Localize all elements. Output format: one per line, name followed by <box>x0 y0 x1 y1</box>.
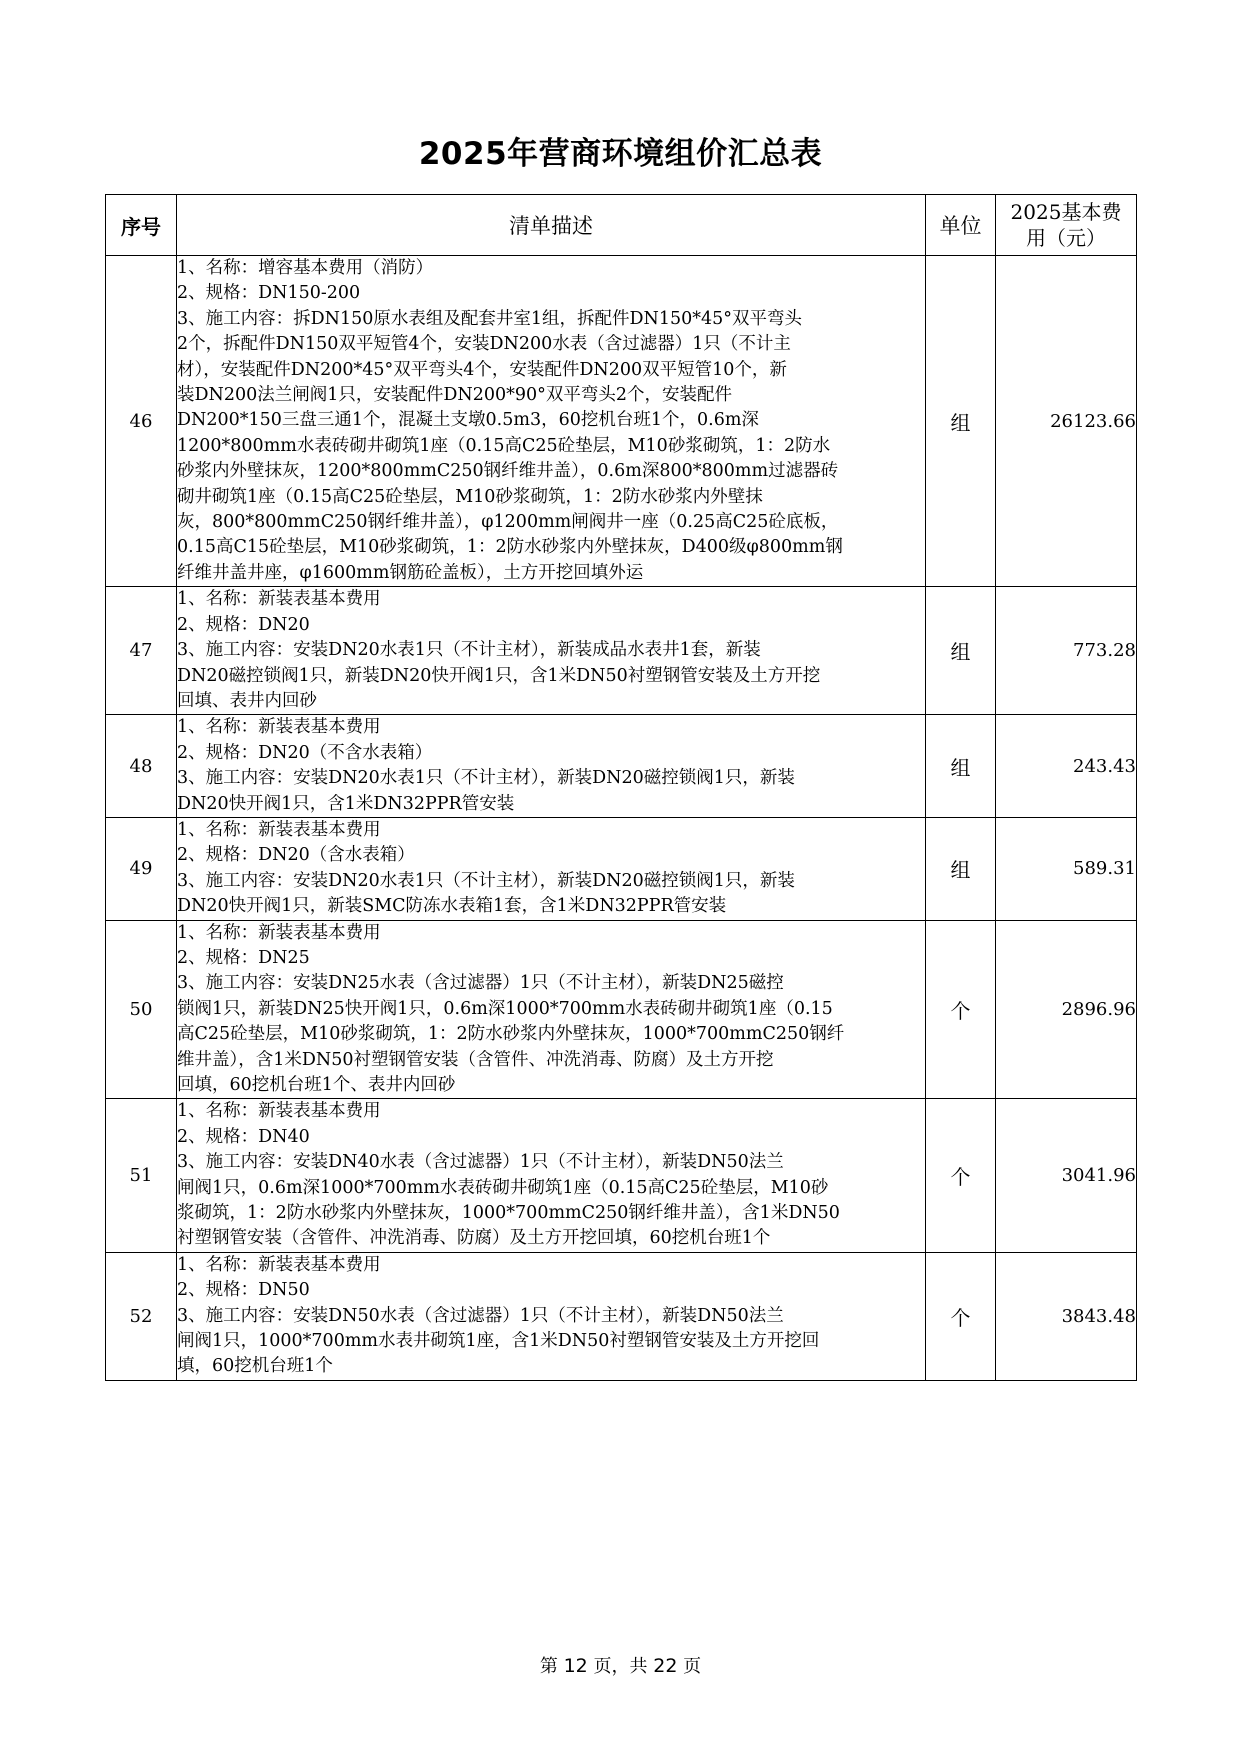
description-line: 1、名称：增容基本费用（消防） <box>177 258 434 278</box>
footer-total-pages: 22 <box>653 1655 678 1677</box>
description-line: 3、施工内容：安装DN20水表1只（不计主材），新装DN20磁控锁阀1只，新装 <box>177 768 795 789</box>
description-line: 1、名称：新装表基本费用 <box>177 1254 381 1275</box>
description-line: DN20快开阀1只，含1米DN32PPR管安装 <box>177 793 515 814</box>
row-unit: 组 <box>926 817 996 920</box>
description-line: 高C25砼垫层，M10砂浆砌筑，1：2防水砂浆内外壁抹灰，1000*700mmC250钢纤 <box>177 1024 845 1045</box>
description-line: 3、施工内容：安装DN20水表1只（不计主材），新装DN20磁控锁阀1只，新装 <box>177 870 795 891</box>
row-description <box>177 920 926 1099</box>
row-unit: 个 <box>926 1099 996 1252</box>
row-description <box>177 817 926 920</box>
description-line: 回填，60挖机台班1个、表井内回砂 <box>177 1075 456 1095</box>
description-line: 3、施工内容：拆DN150原水表组及配套井室1组，拆配件DN150*45°双平弯头 <box>177 308 803 329</box>
description-line: 1、名称：新装表基本费用 <box>177 1101 381 1122</box>
header-fee-line1: 2025基本费 <box>1010 200 1122 224</box>
table-row <box>106 920 1137 1099</box>
row-description <box>177 256 926 587</box>
row-amount: 3041.96 <box>996 1099 1137 1252</box>
description-line: 3、施工内容：安装DN50水表（含过滤器）1只（不计主材），新装DN50法兰 <box>177 1305 784 1326</box>
row-amount: 243.43 <box>996 715 1137 818</box>
row-unit: 个 <box>926 920 996 1099</box>
table-row <box>106 817 1137 920</box>
table-row <box>106 256 1137 587</box>
description-line: 1、名称：新装表基本费用 <box>177 717 381 738</box>
page-footer <box>0 1652 1241 1678</box>
description-line: 纤维井盖井座，φ1600mm钢筋砼盖板），土方开挖回填外运 <box>177 562 644 583</box>
description-line: 填，60挖机台班1个 <box>177 1356 333 1377</box>
row-description <box>177 715 926 818</box>
description-line: 0.15高C15砼垫层，M10砂浆砌筑，1：2防水砂浆内外壁抹灰，D400级φ800mm钢 <box>177 537 843 558</box>
row-amount: 2896.96 <box>996 920 1137 1099</box>
table-row <box>106 1252 1137 1380</box>
footer-page-number: 12 <box>563 1655 588 1677</box>
header-unit: 单位 <box>926 195 996 256</box>
footer-suffix: 页 <box>683 1656 702 1677</box>
page-title: 2025年营商环境组价汇总表 <box>418 136 823 172</box>
row-seq: 48 <box>106 715 177 818</box>
header-description: 清单描述 <box>177 195 926 256</box>
description-line: 装DN200法兰闸阀1只，安装配件DN200*90°双平弯头2个，安装配件 <box>177 385 733 406</box>
description-line: 2、规格：DN150-200 <box>177 283 361 304</box>
row-amount: 589.31 <box>996 817 1137 920</box>
description-line: 砌井砌筑1座（0.15高C25砼垫层，M10砂浆砌筑，1：2防水砂浆内外壁抹 <box>177 486 763 507</box>
description-line: 材），安装配件DN200*45°双平弯头4个，安装配件DN200双平短管10个，新 <box>177 359 787 380</box>
description-line: 闸阀1只，1000*700mm水表井砌筑1座，含1米DN50衬塑钢管安装及土方开挖回 <box>177 1331 820 1352</box>
row-amount: 3843.48 <box>996 1252 1137 1380</box>
description-line: 闸阀1只，0.6m深1000*700mm水表砖砌井砌筑1座（0.15高C25砼垫层，M10砂 <box>177 1177 829 1198</box>
table-header-row <box>106 195 1137 256</box>
row-seq: 50 <box>106 920 177 1099</box>
description-line: DN20磁控锁阀1只，新装DN20快开阀1只，含1米DN50衬塑钢管安装及土方开挖 <box>177 665 821 686</box>
row-unit: 组 <box>926 587 996 715</box>
row-seq: 51 <box>106 1099 177 1252</box>
description-line: 灰，800*800mmC250钢纤维井盖），φ1200mm闸阀井一座（0.25高C25砼底板， <box>177 512 839 533</box>
description-line: 2个，拆配件DN150双平短管4个，安装DN200水表（含过滤器）1只（不计主 <box>177 334 791 355</box>
table-row <box>106 587 1137 715</box>
row-seq: 46 <box>106 256 177 587</box>
header-fee <box>996 195 1137 256</box>
description-line: 浆砌筑，1：2防水砂浆内外壁抹灰，1000*700mmC250钢纤维井盖），含1米DN50 <box>177 1203 840 1224</box>
row-unit: 组 <box>926 715 996 818</box>
description-line: 2、规格：DN20（不含水表箱） <box>177 742 433 763</box>
description-line: 衬塑钢管安装（含管件、冲洗消毒、防腐）及土方开挖回填，60挖机台班1个 <box>177 1228 771 1249</box>
header-seq: 序号 <box>106 195 177 256</box>
row-seq: 49 <box>106 817 177 920</box>
description-line: DN200*150三盘三通1个，混凝土支墩0.5m3，60挖机台班1个，0.6m深 <box>177 410 759 431</box>
row-seq: 47 <box>106 587 177 715</box>
description-line: 3、施工内容：安装DN40水表（含过滤器）1只（不计主材），新装DN50法兰 <box>177 1152 784 1173</box>
description-line: 2、规格：DN40 <box>177 1126 310 1147</box>
row-amount: 773.28 <box>996 587 1137 715</box>
pricing-table <box>105 194 1137 1381</box>
row-unit: 组 <box>926 256 996 587</box>
header-fee-line2: 用（元） <box>1026 226 1106 250</box>
description-line: 3、施工内容：安装DN20水表1只（不计主材），新装成品水表井1套，新装 <box>177 640 761 661</box>
row-description <box>177 1099 926 1252</box>
description-line: 2、规格：DN20 <box>177 614 310 635</box>
table-row <box>106 715 1137 818</box>
description-line: 锁阀1只，新装DN25快开阀1只，0.6m深1000*700mm水表砖砌井砌筑1座（0.15 <box>177 998 833 1019</box>
table-row <box>106 1099 1137 1252</box>
row-description <box>177 587 926 715</box>
footer-prefix: 第 <box>539 1656 558 1677</box>
row-description <box>177 1252 926 1380</box>
row-unit: 个 <box>926 1252 996 1380</box>
description-line: 砂浆内外壁抹灰，1200*800mmC250钢纤维井盖），0.6m深800*800mm过滤器砖 <box>177 461 839 482</box>
description-line: 1、名称：新装表基本费用 <box>177 819 381 840</box>
description-line: 3、施工内容：安装DN25水表（含过滤器）1只（不计主材），新装DN25磁控 <box>177 973 784 994</box>
description-line: 2、规格：DN20（含水表箱） <box>177 845 415 866</box>
description-line: 回填、表井内回砂 <box>177 690 317 711</box>
description-line: 2、规格：DN50 <box>177 1280 310 1301</box>
row-seq: 52 <box>106 1252 177 1380</box>
description-line: 1、名称：新装表基本费用 <box>177 922 381 943</box>
description-line: 维井盖），含1米DN50衬塑钢管安装（含管件、冲洗消毒、防腐）及土方开挖 <box>177 1049 774 1070</box>
description-line: 1、名称：新装表基本费用 <box>177 589 381 610</box>
description-line: 2、规格：DN25 <box>177 947 310 968</box>
row-amount: 26123.66 <box>996 256 1137 587</box>
footer-middle: 页，共 <box>593 1656 648 1677</box>
description-line: 1200*800mm水表砖砌井砌筑1座（0.15高C25砼垫层，M10砂浆砌筑，1：2防水 <box>177 435 831 456</box>
description-line: DN20快开阀1只，新装SMC防冻水表箱1套，含1米DN32PPR管安装 <box>177 896 727 917</box>
